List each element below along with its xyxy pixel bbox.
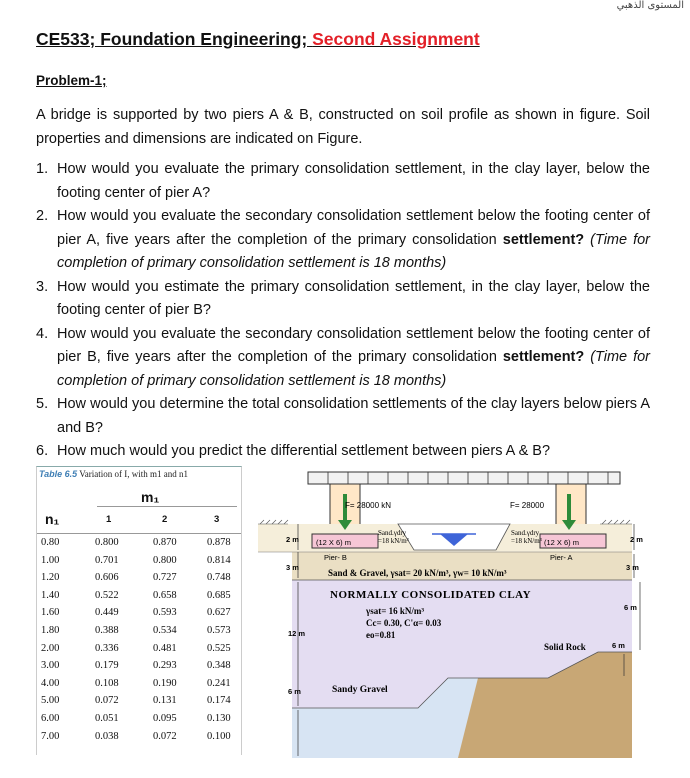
table-n-value: 5.00 (41, 695, 60, 707)
sand-right-line1: Sand.γdry (511, 529, 540, 537)
question-item (36, 323, 650, 394)
table-cell: 0.388 (95, 625, 119, 636)
table-m-header: m₁ (141, 489, 160, 505)
dim-6m-right: 6 m (624, 603, 637, 612)
question-item (36, 440, 650, 464)
table-n-value: 1.40 (41, 589, 60, 601)
table-cell: 0.038 (95, 730, 119, 742)
footing-b-label: (12 X 6) m (316, 538, 352, 547)
sand-left-line2: =18 kN/m³ (378, 537, 409, 545)
question-text: How would you determine the total consolidation settlements of the clay layers below piers A and B? (57, 396, 650, 436)
sandy-gravel-label: Sandy Gravel (332, 685, 388, 695)
table-n-value: 7.00 (41, 730, 60, 742)
clay-gamma: γsat= 16 kN/m³ (366, 606, 425, 616)
question-body: How would you evaluate the secondary consolidation settlement below the footing center of pier A, five years after the completion of the primary consolidation (57, 208, 650, 248)
table-cell: 0.336 (95, 642, 119, 654)
table-divider (37, 533, 241, 534)
question-body: How would you evaluate the secondary consolidation settlement below the footing center of pier B, five years after the completion of the primary consolidation (57, 325, 650, 365)
sand-gravel-label: Sand & Gravel, γsat= 20 kN/m³, γw= 10 kN/m³ (328, 568, 507, 578)
question-number: 6. (36, 443, 49, 459)
table-n-value: 1.00 (41, 554, 60, 566)
table-cell: 0.525 (207, 642, 231, 654)
sand-left-line1: Sand.γdry (378, 529, 407, 537)
pier-b-label: Pier- B (324, 553, 347, 562)
table-cell: 0.800 (95, 537, 119, 548)
table-n-header: n₁ (45, 511, 60, 527)
table-cell: 0.190 (153, 677, 177, 689)
question-text: How much would you predict the differential settlement between piers A & B? (57, 443, 551, 459)
table-row (37, 731, 241, 747)
table-cell: 0.685 (207, 589, 231, 601)
table-cell: 0.095 (153, 713, 177, 724)
question-item (36, 276, 650, 323)
dim-6m-rock: 6 m (612, 641, 625, 650)
table-row (37, 572, 241, 588)
sand-right-line2: =18 kN/m³ (511, 537, 542, 545)
table-column-header: 2 (162, 514, 168, 525)
table-cell: 0.627 (207, 607, 231, 619)
solid-rock-label: Solid Rock (544, 642, 586, 652)
dim-3m-left: 3 m (286, 563, 299, 572)
dim-12m: 12 m (288, 629, 306, 638)
footing-a-label: (12 X 6) m (544, 538, 580, 547)
clay-title: NORMALLY CONSOLIDATED CLAY (330, 589, 532, 601)
table-row (37, 537, 241, 553)
table-row (37, 660, 241, 676)
question-text (57, 323, 650, 394)
table-cell: 0.658 (153, 589, 177, 601)
question-note: (Time for completion of primary consolidation settlement is 18 months) (57, 349, 650, 389)
table-n-value: 1.60 (41, 607, 60, 619)
table-column-header: 1 (106, 514, 112, 525)
question-number: 4. (36, 325, 49, 342)
table-cell: 0.573 (207, 625, 231, 636)
table-n-value: 3.00 (41, 660, 60, 672)
table-cell: 0.072 (95, 695, 119, 707)
table-cell: 0.108 (95, 677, 119, 689)
table-n-value: 0.80 (41, 537, 60, 548)
table-cell: 0.179 (95, 660, 119, 672)
table-cell: 0.293 (153, 660, 177, 672)
influence-table (36, 466, 242, 755)
clay-void-ratio: eo=0.81 (366, 630, 396, 640)
load-b-label: F= 28000 kN (345, 501, 392, 510)
pier-a-label: Pier- A (550, 553, 573, 562)
table-cell: 0.130 (207, 713, 231, 724)
question-text (57, 205, 650, 276)
problem-label: Problem-1; (36, 73, 107, 88)
table-cell: 0.449 (95, 607, 119, 619)
clay-compression-index: Cc= 0.30, C'α= 0.03 (366, 618, 442, 628)
dim-2m-right: 2 m (630, 535, 643, 544)
table-n-value: 1.20 (41, 572, 60, 584)
soil-profile-figure (248, 466, 654, 758)
table-n-value: 2.00 (41, 642, 60, 654)
table-cell: 0.100 (207, 730, 231, 742)
table-cell: 0.701 (95, 554, 119, 566)
table-cell: 0.174 (207, 695, 231, 707)
question-item (36, 158, 650, 205)
table-cell: 0.748 (207, 572, 231, 584)
question-item (36, 393, 650, 440)
title-main: CE533; Foundation Engineering; (36, 29, 313, 49)
page-title (36, 29, 480, 50)
table-divider (97, 506, 237, 507)
table-cell: 0.131 (153, 695, 177, 707)
question-number: 1. (36, 161, 49, 177)
table-caption-text: Variation of I, with m1 and n1 (77, 469, 189, 479)
table-cell: 0.481 (153, 642, 177, 654)
table-n-value: 6.00 (41, 713, 60, 724)
question-text: How would you evaluate the primary consolidation settlement, in the clay layer, below the footing center of pier A? (57, 161, 650, 201)
bridge-deck (308, 472, 620, 484)
table-cell: 0.522 (95, 589, 119, 601)
question-number: 5. (36, 396, 49, 412)
table-cell: 0.051 (95, 713, 119, 724)
table-cell: 0.348 (207, 660, 231, 672)
table-row (37, 625, 241, 641)
table-cell: 0.606 (95, 572, 119, 584)
table-row (37, 555, 241, 571)
title-highlight: Second Assignment (312, 29, 480, 49)
question-list (36, 158, 650, 464)
table-row (37, 678, 241, 694)
table-row (37, 590, 241, 606)
table-cell: 0.534 (153, 625, 177, 636)
table-n-value: 4.00 (41, 677, 60, 689)
question-number: 3. (36, 278, 49, 295)
question-tail: settlement? (502, 349, 585, 365)
question-tail: settlement? (502, 231, 585, 248)
load-a-label: F= 28000 (510, 501, 545, 510)
table-n-value: 1.80 (41, 625, 60, 636)
question-item (36, 205, 650, 276)
corner-text: المستوى الذهبي (616, 0, 684, 11)
question-text: How would you estimate the primary consolidation settlement, in the clay layer, below the footing center of pier B? (57, 278, 650, 318)
table-cell: 0.814 (207, 554, 231, 566)
table-row (37, 695, 241, 711)
intro-paragraph: A bridge is supported by two piers A & B, constructed on soil profile as shown in figure. Soil properties and dimensions are indicated on Figure. (36, 107, 650, 147)
question-number: 2. (36, 208, 49, 224)
table-cell: 0.241 (207, 677, 231, 689)
table-row (37, 643, 241, 659)
dim-6m-left: 6 m (288, 687, 301, 696)
table-caption (37, 467, 241, 479)
table-column-header: 3 (214, 514, 220, 525)
table-cell: 0.800 (153, 554, 177, 566)
table-cell: 0.870 (153, 537, 177, 548)
table-cell: 0.072 (153, 730, 177, 742)
table-cell: 0.593 (153, 607, 177, 619)
question-note: (Time for completion of primary consolidation settlement is 18 months) (57, 231, 651, 271)
table-row (37, 607, 241, 623)
dim-2m-left: 2 m (286, 535, 299, 544)
table-caption-label: Table 6.5 (39, 469, 78, 479)
dim-3m-right: 3 m (626, 563, 639, 572)
table-row (37, 713, 241, 729)
table-cell: 0.727 (153, 572, 177, 584)
table-cell: 0.878 (207, 537, 231, 548)
